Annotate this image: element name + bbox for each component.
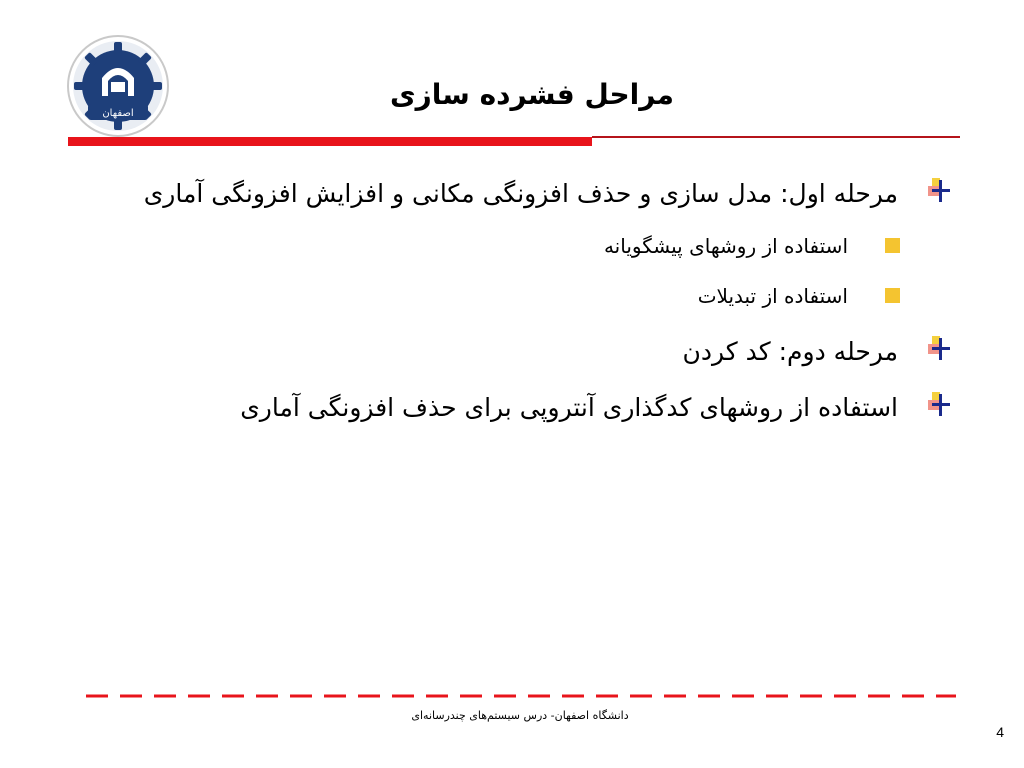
bullet-icon (928, 336, 952, 362)
bullet-icon (928, 178, 952, 204)
page-number: 4 (996, 724, 1004, 740)
sub-bullet-text: استفاده از تبدیلات (697, 284, 848, 308)
sub-bullet-text: استفاده از روشهای پیشگویانه (603, 234, 848, 258)
bullet-text: استفاده از روشهای کدگذاری آنتروپی برای حذف افزونگی آماری (240, 393, 898, 422)
sub-bullet-square-icon (885, 288, 900, 303)
bullet-text: مرحله اول: مدل سازی و حذف افزونگی مکانی و افزایش افزونگی آماری (143, 179, 898, 208)
bullet-text: مرحله دوم: کد کردن (682, 337, 898, 366)
sub-bullet-item (90, 276, 952, 316)
sub-bullet-square-icon (885, 238, 900, 253)
footer-text: دانشگاه اصفهان- درس سیستم‌های چندرسانه‌ای (411, 709, 629, 722)
title-underline-thick (68, 137, 592, 146)
title-underline-thin (592, 136, 960, 138)
footer-dashed-line (86, 693, 956, 699)
bullet-item (90, 382, 952, 434)
sub-bullet-item (90, 226, 952, 266)
bullet-item (90, 168, 952, 220)
logo-banner-text: اصفهان (102, 108, 134, 119)
slide-title: مراحل فشرده سازی (390, 78, 674, 111)
university-logo-icon (66, 34, 170, 138)
bullet-icon (928, 392, 952, 418)
bullet-item (90, 326, 952, 378)
bullet-list (90, 168, 952, 438)
